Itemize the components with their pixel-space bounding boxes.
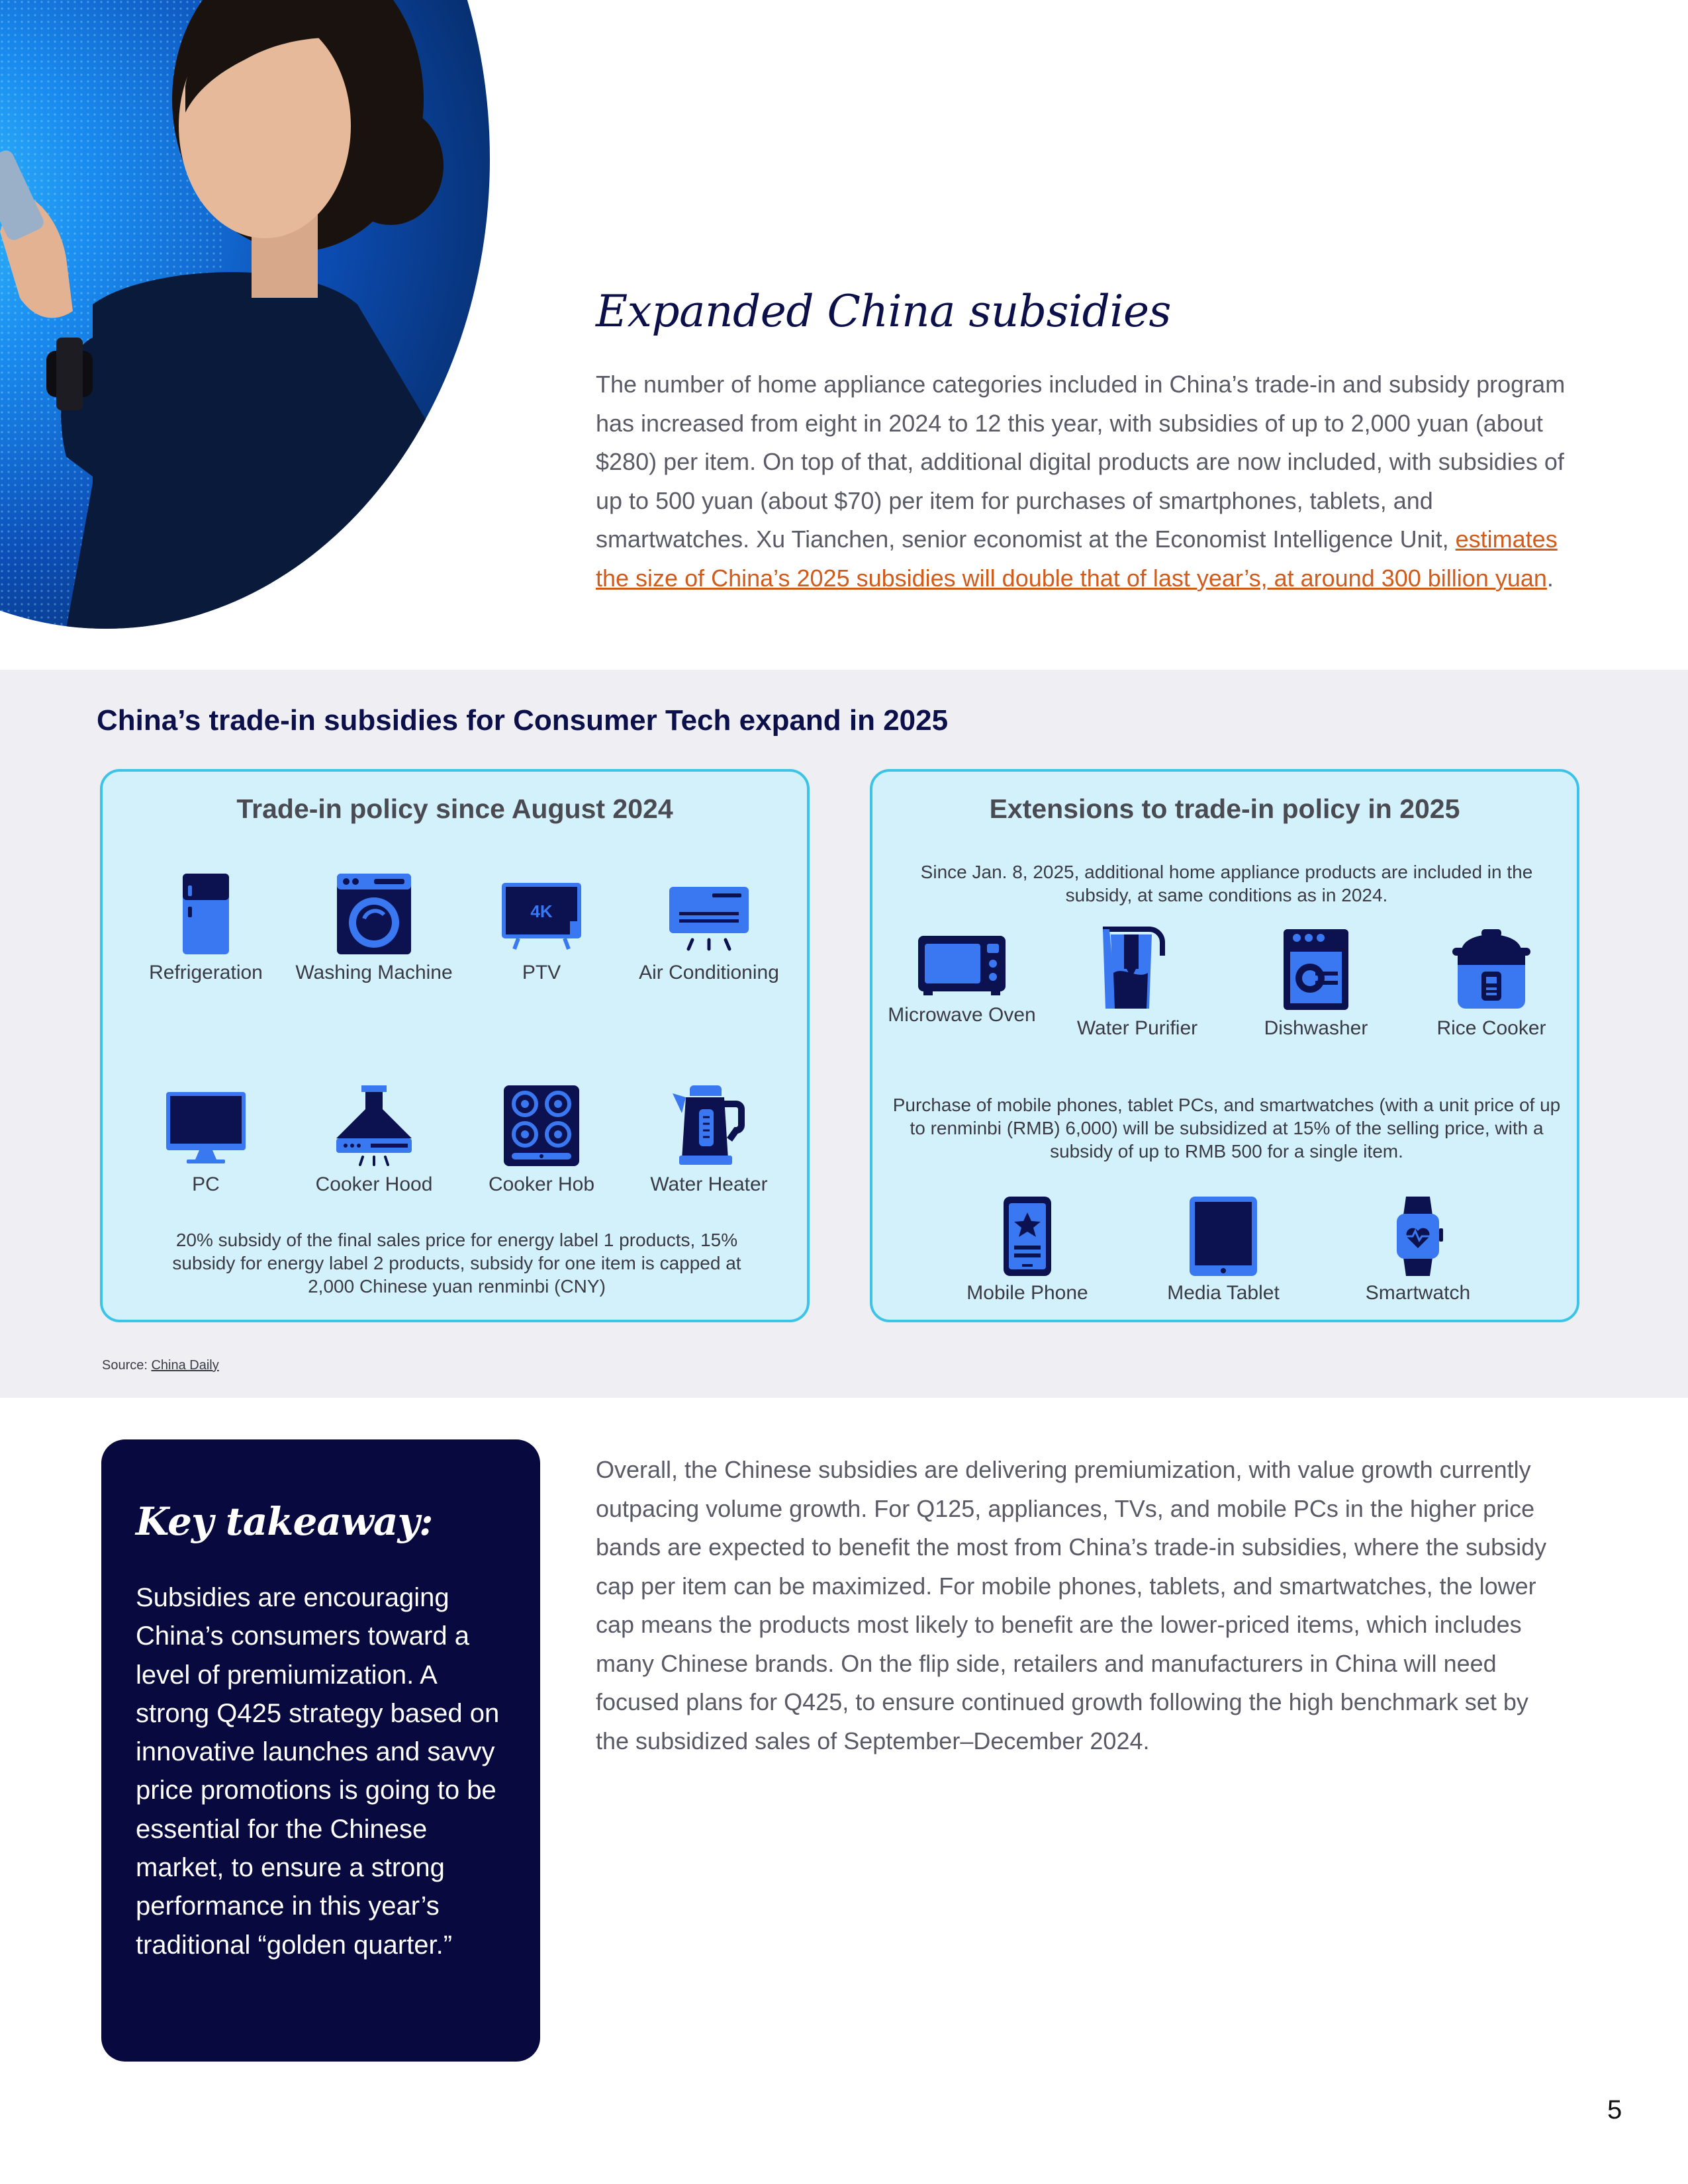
item-label: Microwave Oven — [888, 1004, 1036, 1026]
item-label: Washing Machine — [295, 962, 453, 983]
item-label: Water Heater — [650, 1173, 768, 1195]
source-prefix: Source: — [102, 1358, 152, 1373]
conclusion-paragraph: Overall, the Chinese subsidies are delivering premiumization, with value growth currently outpacing volume growth. For Q125, appliances, TVs, and mobile PCs in the higher price bands are expected to benefit the most from China’s trade-in subsidies, where the subsidy cap per item can be maximized. For mobile phones, tablets, and smartwatches, the lower cap means the products most likely to benefit are the lower-priced items, which includes many Chinese brands. On the flip side, retailers and manufacturers in China will need focused plans for Q425, to ensure continued growth following the high benchmark set by the subsidized sales of September–December 2024. — [596, 1456, 1547, 1754]
right-card-device-note: Purchase of mobile phones, tablet PCs, and smartwatches (with a unit price of up to renminbi (RMB) 6,000) will be subsidized at 15% of the selling price, with a subsidy of up to RMB 500 for a single item. — [892, 1095, 1561, 1161]
kettle-icon — [666, 1083, 752, 1169]
infographic-title: China’s trade-in subsidies for Consumer Tech expand in 2025 — [97, 704, 949, 737]
item-microwave-oven — [882, 927, 1041, 1027]
item-label: Smartwatch — [1365, 1282, 1471, 1304]
item-water-heater — [630, 1083, 788, 1197]
source-note — [102, 1358, 219, 1373]
item-label: Cooker Hob — [488, 1173, 595, 1195]
page-number: 5 — [1607, 2095, 1622, 2124]
trade-in-extensions-2025-card — [870, 769, 1579, 1322]
item-pc — [126, 1083, 285, 1197]
air-conditioner-icon — [666, 871, 752, 957]
refrigerator-icon — [176, 871, 236, 957]
trade-in-policy-2024-card — [100, 769, 810, 1322]
rice-cooker-icon — [1448, 927, 1534, 1013]
left-card-subsidy-note: 20% subsidy of the final sales price for energy label 1 products, 15% subsidy for energy label 2 products, subsidy for one item is capped at 2,000 Chinese yuan renminbi (CNY) — [172, 1230, 741, 1297]
water-purifier-icon — [1098, 927, 1177, 1013]
key-takeaway-title: Key takeaway: — [136, 1499, 433, 1544]
washing-machine-icon — [334, 871, 414, 957]
item-cooker-hood — [295, 1083, 453, 1197]
cooker-hob-icon — [498, 1083, 585, 1169]
item-label: Air Conditioning — [639, 962, 779, 983]
item-cooker-hob — [462, 1083, 621, 1197]
item-label: Dishwasher — [1264, 1017, 1368, 1039]
item-label: Media Tablet — [1167, 1282, 1280, 1304]
item-label: Water Purifier — [1076, 1017, 1198, 1039]
microwave-icon — [915, 927, 1008, 999]
item-mobile-phone — [948, 1195, 1107, 1305]
item-dishwasher — [1237, 927, 1395, 1040]
item-smartwatch — [1338, 1195, 1497, 1305]
item-label: Rice Cooker — [1436, 1017, 1546, 1039]
cooker-hood-icon — [331, 1083, 417, 1169]
right-card-appliance-note: Since Jan. 8, 2025, additional home appliance products are included in the subsidy, at same conditions as in 2024. — [920, 862, 1533, 905]
item-label: Mobile Phone — [966, 1282, 1088, 1304]
right-card-title: Extensions to trade-in policy in 2025 — [989, 794, 1460, 824]
item-media-tablet — [1144, 1195, 1303, 1305]
item-label: Cooker Hood — [315, 1173, 433, 1195]
hero-photo — [0, 0, 490, 629]
subsidy-estimate-link[interactable]: estimates the size of China’s 2025 subsidies will double that of last year’s, at around 300 billion yuan — [596, 525, 1558, 592]
monitor-icon — [163, 1083, 249, 1169]
item-label: Refrigeration — [149, 962, 263, 983]
tv-4k-badge: 4K — [530, 901, 553, 921]
item-refrigeration — [126, 871, 285, 985]
intro-paragraph — [596, 365, 1569, 598]
item-label: PC — [192, 1173, 220, 1195]
article-heading: Expanded China subsidies — [596, 286, 1171, 337]
source-link[interactable]: China Daily — [151, 1358, 219, 1373]
item-ptv — [462, 871, 621, 985]
key-takeaway-text: Subsidies are encouraging China’s consumers toward a level of premiumization. A strong Q425 strategy based on innovative launches and savvy price promotions is going to be essential for the Chinese market, to ensure a strong performance in this year’s traditional “golden quarter.” — [136, 1583, 500, 1960]
item-label: PTV — [522, 962, 561, 983]
smartwatch-icon — [1391, 1195, 1444, 1277]
tv-4k-icon — [498, 871, 585, 957]
item-rice-cooker — [1412, 927, 1571, 1040]
item-water-purifier — [1058, 927, 1217, 1040]
mobile-phone-icon — [1001, 1195, 1054, 1277]
left-card-title: Trade-in policy since August 2024 — [236, 794, 673, 824]
intro-end: . — [1546, 564, 1554, 592]
tablet-icon — [1187, 1195, 1260, 1277]
woman-with-phone-illustration — [0, 0, 490, 629]
intro-text: The number of home appliance categories included in China’s trade-in and subsidy program has increased from eight in 2024 to 12 this year, with subsidies of up to 2,000 yuan (about $280) per item. On top of that, additional digital products are now included, with subsidies of up to 500 yuan (about $70) per item for purchases of smartphones, tablets, and smartwatches. Xu Tianchen, senior economist at the Economist Intelligence Unit, — [596, 371, 1566, 553]
dishwasher-icon — [1280, 927, 1352, 1013]
item-washing-machine — [295, 871, 453, 985]
item-air-conditioning — [630, 871, 788, 985]
key-takeaway-box — [101, 1439, 540, 2062]
